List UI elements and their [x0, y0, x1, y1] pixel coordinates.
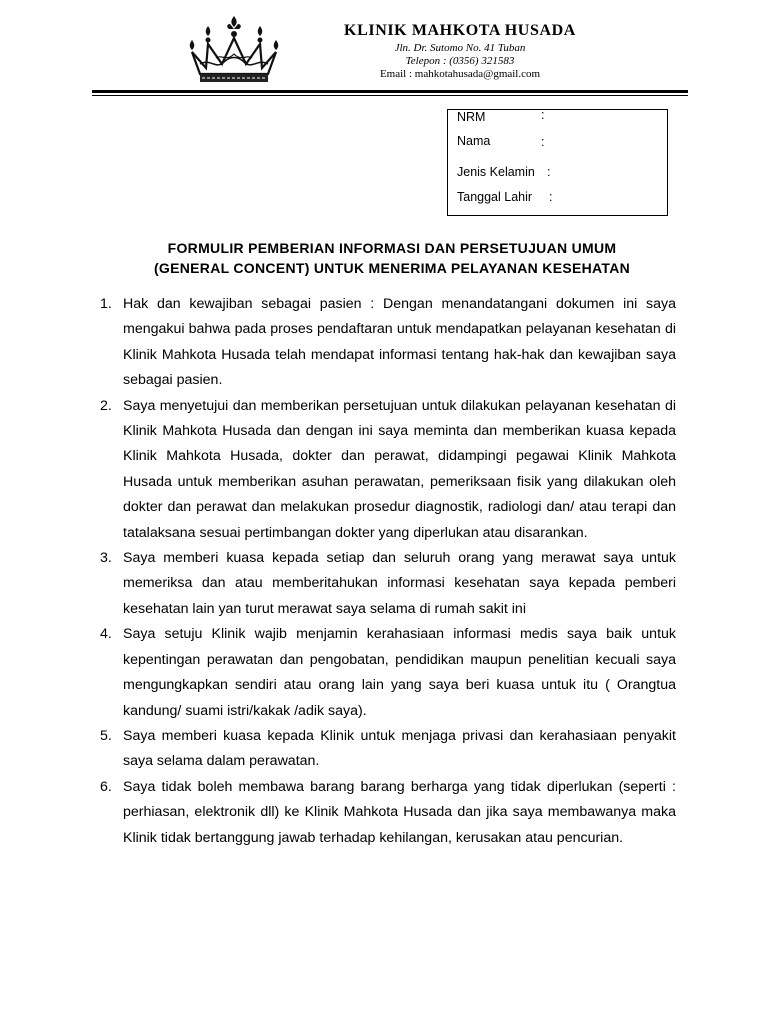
item-number: 3. — [100, 550, 112, 567]
name-row — [457, 134, 490, 148]
dob-colon: : — [549, 190, 553, 204]
list-item — [100, 775, 676, 851]
list-item — [100, 292, 676, 394]
nrm-colon: : — [541, 108, 545, 122]
dob-label: Tanggal Lahir — [457, 190, 533, 204]
item-number: 6. — [100, 778, 112, 795]
gender-colon: : — [547, 165, 551, 179]
gender-row — [457, 165, 535, 179]
list-item — [100, 394, 676, 546]
gender-label: Jenis Kelamin — [457, 165, 535, 179]
header-divider-thin — [92, 95, 688, 96]
clinic-address: Jln. Dr. Sutomo No. 41 Tuban — [394, 42, 526, 54]
item-text: Saya menyetujui dan memberikan persetujuan untuk dilakukan pelayanan kesehatan di Klinik Mahkota Husada dan dengan ini saya meminta dan memberikan kuasa kepada Klinik Mahkota Husada, dokter dan perawat, didampingi pegawai Klinik Mahkota Husada untuk memberikan asuhan perawatan, pemeriksaan fisik yang dilakukan oleh dokter dan perawat dan melakukan prosedur diagnostik, radiologi dan/ atau terapi dan tatalaksana sesuai pertimbangan dokter yang diperlukan atau disarankan. — [123, 397, 676, 541]
item-text: Hak dan kewajiban sebagai pasien : Dengan menandatangani dokumen ini saya mengakui bahwa pada proses pendaftaran untuk mendapatkan pelayanan kesehatan di Klinik Mahkota Husada telah mendapat informasi tentang hak-hak dan kewajiban saya sebagai pasien. — [123, 296, 676, 389]
crown-icon — [186, 14, 282, 84]
header-divider — [92, 90, 688, 93]
list-item — [100, 724, 676, 775]
item-number: 1. — [100, 296, 112, 312]
item-text: Saya memberi kuasa kepada Klinik untuk menjaga privasi dan kerahasiaan penyakit saya selama dalam perawatan. — [123, 727, 676, 770]
nrm-label: NRM — [457, 110, 486, 124]
form-title — [96, 238, 688, 278]
item-text: Saya memberi kuasa kepada setiap dan seluruh orang yang merawat saya untuk memeriksa dan atau memberitahukan informasi kesehatan saya kepada pemberi kesehatan lain yan turut merawat saya selama di rumah sakit ini — [123, 550, 676, 617]
item-number: 5. — [100, 727, 112, 744]
clinic-email: Email : mahkotahusada@gmail.com — [379, 68, 541, 80]
nrm-row — [457, 110, 485, 124]
list-item — [100, 622, 676, 724]
dob-row — [457, 190, 532, 204]
name-colon: : — [541, 135, 545, 149]
list-item — [100, 546, 676, 622]
item-text: Saya tidak boleh membawa barang barang berharga yang tidak diperlukan (seperti : perhiasan, elektronik dll) ke Klinik Mahkota Husada dan jika saya membawanya maka Klinik tidak bertanggung jawab terhadap kehilangan, kerusakan atau pencurian. — [123, 778, 676, 846]
form-title-line2: (GENERAL CONCENT) UNTUK MENERIMA PELAYANAN KESEHATAN — [153, 260, 631, 276]
patient-identity-box — [447, 109, 668, 216]
item-number: 4. — [100, 626, 112, 643]
item-number: 2. — [100, 397, 112, 414]
consent-list — [100, 292, 676, 851]
item-text: Saya setuju Klinik wajib menjamin kerahasiaan informasi medis saya baik untuk kepentingan perawatan dan pengobatan, pendidikan maupun penelitian kecuali saya mengungkapkan sendiri atau orang lain yang saya beri kuasa untuk itu ( Orangtua kandung/ suami istri/kakak /adik saya). — [123, 626, 676, 719]
clinic-phone: Telepon : (0356) 321583 — [405, 55, 515, 67]
name-label: Nama — [457, 134, 491, 148]
form-title-line1: FORMULIR PEMBERIAN INFORMASI DAN PERSETUJUAN UMUM — [167, 240, 617, 256]
clinic-name: KLINIK MAHKOTA HUSADA — [344, 22, 576, 39]
